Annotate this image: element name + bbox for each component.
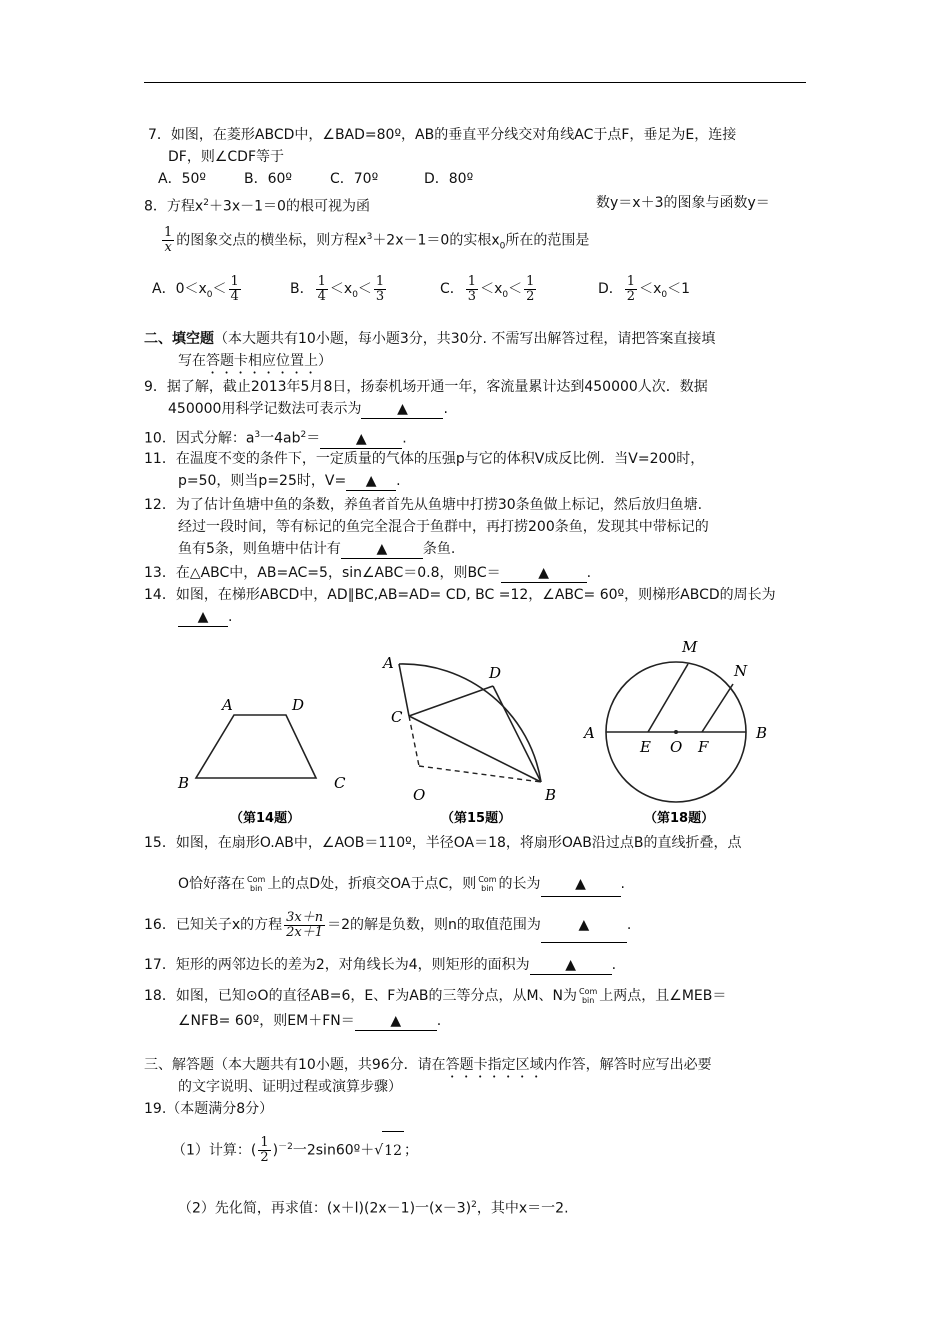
figure-15: [375, 652, 575, 832]
q11-line1: 11．在温度不变的条件下，一定质量的气体的压强p与它的体积V成反比例．当V=200时，: [144, 451, 705, 467]
fig14-caption: （第14题）: [230, 811, 301, 826]
arc-symbol: Com bin: [579, 987, 598, 1005]
trapezoid: [196, 715, 316, 778]
q7-line1: 7．如图，在菱形ABCD中，∠BAD=80º，AB的垂直平分线交对角线AC于点F，垂足为E，连接: [148, 127, 737, 143]
q11-line2: p=50，则当p=25时，V= ▲ .: [178, 473, 401, 489]
fig15-label-o: O: [413, 786, 426, 804]
fig14-label-a: A: [222, 696, 233, 714]
q19-title: 19.（本题满分8分）: [144, 1101, 274, 1117]
fig15-label-a: A: [383, 654, 394, 672]
q19-part2: （2）先化简，再求值：(x＋l)(2x－1)一$(x-3)^2$，其中x＝一2.: [178, 1200, 569, 1217]
answer-blank: ▲: [501, 564, 587, 583]
fig15-label-d: D: [489, 664, 502, 682]
fig14-label-c: C: [334, 774, 346, 792]
q9-line2: 450000用科学记数法可表示为 ▲ .: [168, 401, 448, 417]
answer-blank: ▲: [355, 1012, 437, 1031]
q7-option-b: B．60º: [244, 171, 293, 187]
arc-symbol: Com bin: [478, 875, 497, 893]
q8-line1-right: 数y＝x＋3的图象与函数y＝: [596, 195, 770, 211]
fig14-label-d: D: [292, 696, 305, 714]
q13: 13．在△ABC中，AB=AC=5，sin∠ABC＝0.8，则BC＝ ▲ .: [144, 565, 592, 581]
sqrt-12: 12: [382, 1131, 404, 1170]
q15-line1: 15．如图，在扇形O.AB中，∠AOB＝110º，半径OA＝18，将扇形OAB沿过点B的直线折叠，点: [144, 835, 742, 851]
q8-fraction: $\frac{1}{x}$: [164, 225, 173, 256]
answer-blank: ▲: [541, 908, 627, 943]
q15-line2: O恰好落在 Com bin 上的点D处，折痕交OA于点C，则 Com bin 的长为 ▲ .: [178, 872, 625, 897]
section2-desc2: 写在答题卡相应位置上）: [178, 353, 332, 369]
answer-blank: ▲: [178, 608, 228, 627]
fig15-caption: （第15题）: [441, 811, 512, 826]
q16: 16．已知关子x的方程 $\frac{3x+n}{2x+1}$ ＝2的解是负数，则n的取值范围为 ▲ .: [144, 908, 631, 943]
q8-option-d: D． $\frac{1}{2}$ $<x_0<1$: [598, 273, 691, 304]
section2-header: 二、填空题（本大题共有10小题，每小题3分，共30分. 不需写出解答过程，请把答案直接填: [144, 331, 716, 347]
q7-option-a: A．50º: [158, 171, 206, 187]
answer-blank: ▲: [541, 872, 621, 897]
header-rule: [144, 82, 806, 83]
q12-line2: 经过一段时间，等有标记的鱼完全混合于鱼群中，再打捞200条鱼，发现其中带标记的: [178, 519, 709, 535]
q8-option-a: A．$0<x_0<$ $\frac{1}{4}$: [152, 273, 239, 304]
q14-line1: 14．如图，在梯形ABCD中，AD∥BC,AB=AD= CD, BC =12，∠ABC= 60º，则梯形ABCD的周长为: [144, 587, 776, 603]
q16-fraction: $\frac{3x+n}{2x+1}$: [286, 909, 324, 940]
q17: 17．矩形的两邻边长的差为2，对角线长为4，则矩形的面积为 ▲ .: [144, 957, 617, 973]
answer-blank: ▲: [341, 540, 423, 559]
fig14-label-b: B: [178, 774, 190, 792]
q8-option-c: C． $\frac{1}{3}$ $<x_0<$ $\frac{1}{2}$: [440, 273, 535, 304]
section3-header: 三、解答题（本大题共有10小题，共96分．请在答题卡指定区域内作答，解答时应写出必要: [144, 1057, 712, 1073]
fig18-label-f: F: [698, 738, 709, 756]
q8-line1-left: 8．方程$x^2+3x-1=0$的根可视为函: [144, 198, 370, 215]
q7-option-c: C．70º: [330, 171, 379, 187]
section3-desc2: 的文字说明、证明过程或演算步骤）: [178, 1079, 402, 1095]
q9-line1: 9．据了解，截止2013年5月8日，扬泰机场开通一年，客流量累计达到450000人次．数据: [144, 379, 708, 395]
fig18-label-m: M: [682, 638, 698, 656]
fig15-label-b: B: [545, 786, 557, 804]
q7-option-d: D．80º: [424, 171, 474, 187]
q12-line3: 鱼有5条，则鱼塘中估计有 ▲ 条鱼.: [178, 541, 456, 557]
q18-line2: ∠NFB= 60º，则EM＋FN＝ ▲ .: [178, 1013, 442, 1029]
q12-line1: 12．为了估计鱼塘中鱼的条数，养鱼者首先从鱼塘中打捞30条鱼做上标记，然后放归鱼塘.: [144, 497, 703, 513]
q10: 10．因式分解：$a^3$一$4ab^2=$ ▲ .: [144, 430, 407, 447]
q14-line2: ▲ .: [178, 608, 232, 627]
q18-line1: 18．如图，已知⊙O的直径AB=6，E、F为AB的三等分点，从M、N为 Com bin 上两点，且∠MEB＝: [144, 987, 727, 1005]
fig18-label-n: N: [734, 662, 748, 680]
answer-blank: ▲: [361, 400, 443, 419]
q19-fraction: $\frac{1}{2}$: [260, 1135, 269, 1166]
q8-option-b: B． $\frac{1}{4}$ $<x_0<$ $\frac{1}{3}$: [290, 273, 385, 304]
sector-arc: [399, 664, 541, 782]
answer-blank: ▲: [530, 956, 612, 975]
figure-18: [578, 632, 778, 832]
figure-14: [170, 690, 360, 830]
fig18-label-b: B: [756, 724, 768, 742]
q7-line2: DF，则∠CDF等于: [168, 149, 284, 165]
answer-blank: ▲: [346, 472, 396, 491]
fig15-label-c: C: [391, 708, 403, 726]
fig18-label-a: A: [584, 724, 595, 742]
q19-part1: （1）计算：( $\frac{1}{2}$ )$^{-2}$一2sin60º＋√12 ；: [172, 1128, 418, 1170]
answer-blank: ▲: [320, 430, 402, 449]
fig18-caption: （第18题）: [644, 811, 715, 826]
q8-line2: $\frac{1}{x}$ 的图象交点的横坐标，则方程$x^3+2x-1=0$的实根$x_0$所在的范围是: [164, 225, 590, 256]
fig18-label-o: O: [670, 738, 683, 756]
fig18-label-e: E: [640, 738, 651, 756]
arc-symbol: Com bin: [247, 875, 266, 893]
